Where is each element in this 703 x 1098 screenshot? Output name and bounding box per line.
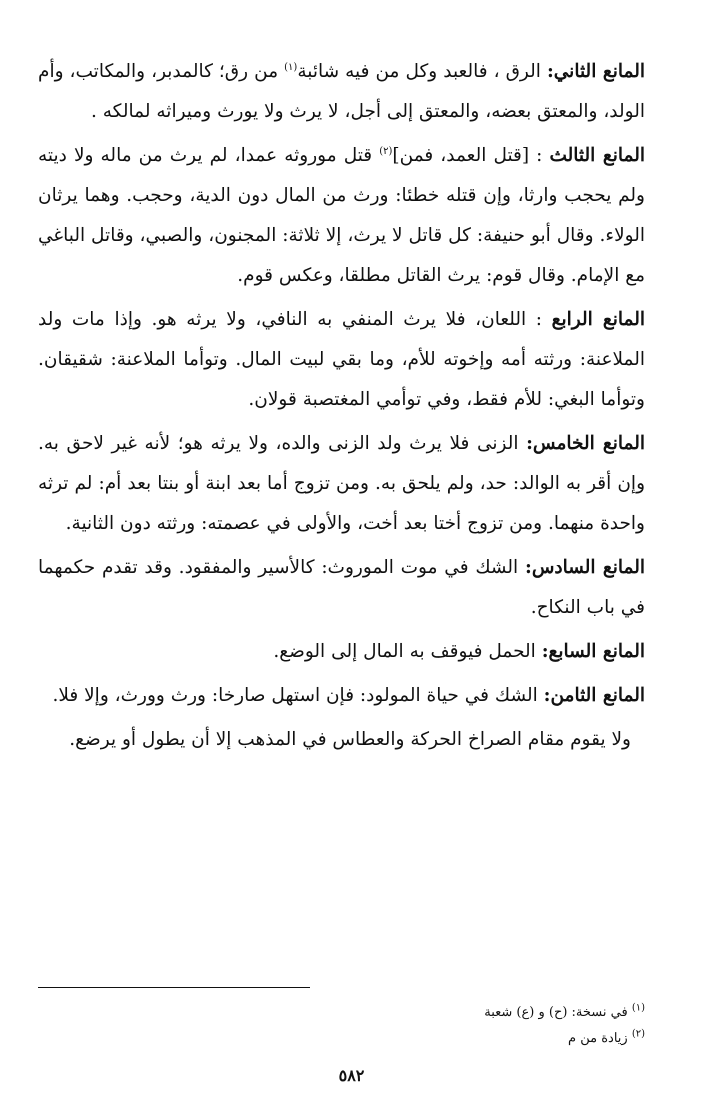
footnote-marker: (١) xyxy=(631,1002,645,1014)
page-number: ٥٨٢ xyxy=(338,1066,365,1085)
paragraph-text: الشك في حياة المولود: فإن استهل صارخا: ورث وورث، وإلا فلا. xyxy=(52,685,544,706)
paragraph-text: الرق ، فالعبد وكل من فيه شائبة xyxy=(297,61,547,82)
paragraph-fourth-impediment xyxy=(38,300,645,420)
section-heading: المانع الثالث xyxy=(549,145,645,166)
footnote-item xyxy=(225,1026,645,1052)
footnote-marker: (٢) xyxy=(379,145,393,157)
section-heading: المانع الثاني: xyxy=(546,61,646,82)
main-text xyxy=(38,52,645,764)
section-heading: المانع الخامس: xyxy=(526,433,645,454)
footnote-text: في نسخة: (ح) و (ع) شعبة xyxy=(484,1005,632,1020)
paragraph-text: : [قتل العمد، فمن] xyxy=(392,145,550,166)
paragraph-text: قتل موروثه عمدا، لم يرث من ماله ولا ديته ولم يحجب وارثا، وإن قتله خطئا: ورث من المال دون الدية، وحجب. وهما يرثان الولاء. وقال أبو حنيفة: كل قاتل لا يرث، إلا ثلاثة: المجنون، والصبي، وقاتل الباغي مع الإمام. وقال قوم: يرث القاتل مطلقا، وعكس قوم. xyxy=(38,145,645,286)
paragraph-eighth-impediment xyxy=(38,676,645,716)
footnote-item xyxy=(225,1000,645,1026)
footnote-marker: (١) xyxy=(284,61,298,73)
paragraph-closing-note xyxy=(38,720,645,760)
section-heading: المانع السادس: xyxy=(524,557,645,578)
section-heading: المانع الرابع xyxy=(551,309,645,330)
paragraph-third-impediment xyxy=(38,136,645,296)
paragraph-text: : اللعان، فلا يرث المنفي به النافي، ولا يرثه هو. وإذا مات ولد الملاعنة: ورثته أمه وإخوته للأم، وما بقي لبيت المال. وتوأما الملاعنة: شقيقان. وتوأما البغي: للأم فقط، وفي توأمي المغتصبة قولان. xyxy=(38,309,645,410)
paragraph-text: ولا يقوم مقام الصراخ الحركة والعطاس في المذهب إلا أن يطول أو يرضع. xyxy=(69,729,631,750)
footnotes xyxy=(225,1000,645,1052)
footnote-divider xyxy=(38,987,310,988)
paragraph-text: الشك في موت الموروث: كالأسير والمفقود. وقد تقدم حكمهما في باب النكاح. xyxy=(38,557,645,618)
paragraph-second-impediment xyxy=(38,52,645,132)
paragraph-text: الحمل فيوقف به المال إلى الوضع. xyxy=(273,641,542,662)
section-heading: المانع الثامن: xyxy=(543,685,645,706)
paragraph-text: الزنى فلا يرث ولد الزنى والده، ولا يرثه هو؛ لأنه غير لاحق به. وإن أقر به الوالد: حد، ولم يلحق به. ومن تزوج أما بعد ابنة أو بنتا بعد أم: لم ترثه واحدة منهما. ومن تزوج أختا بعد أخت، والأولى في عصمته: ورثته دون الثانية. xyxy=(38,433,645,534)
paragraph-text: من رق؛ كالمدبر، والمكاتب، وأم الولد، والمعتق بعضه، والمعتق إلى أجل، لا يرث ولا يورث وميراثه لمالكه . xyxy=(38,61,645,122)
paragraph-sixth-impediment xyxy=(38,548,645,628)
section-heading: المانع السابع: xyxy=(541,641,645,662)
paragraph-seventh-impediment xyxy=(38,632,645,672)
footnote-marker: (٢) xyxy=(631,1028,645,1040)
paragraph-fifth-impediment xyxy=(38,424,645,544)
footnote-text: زيادة من م xyxy=(568,1031,632,1046)
